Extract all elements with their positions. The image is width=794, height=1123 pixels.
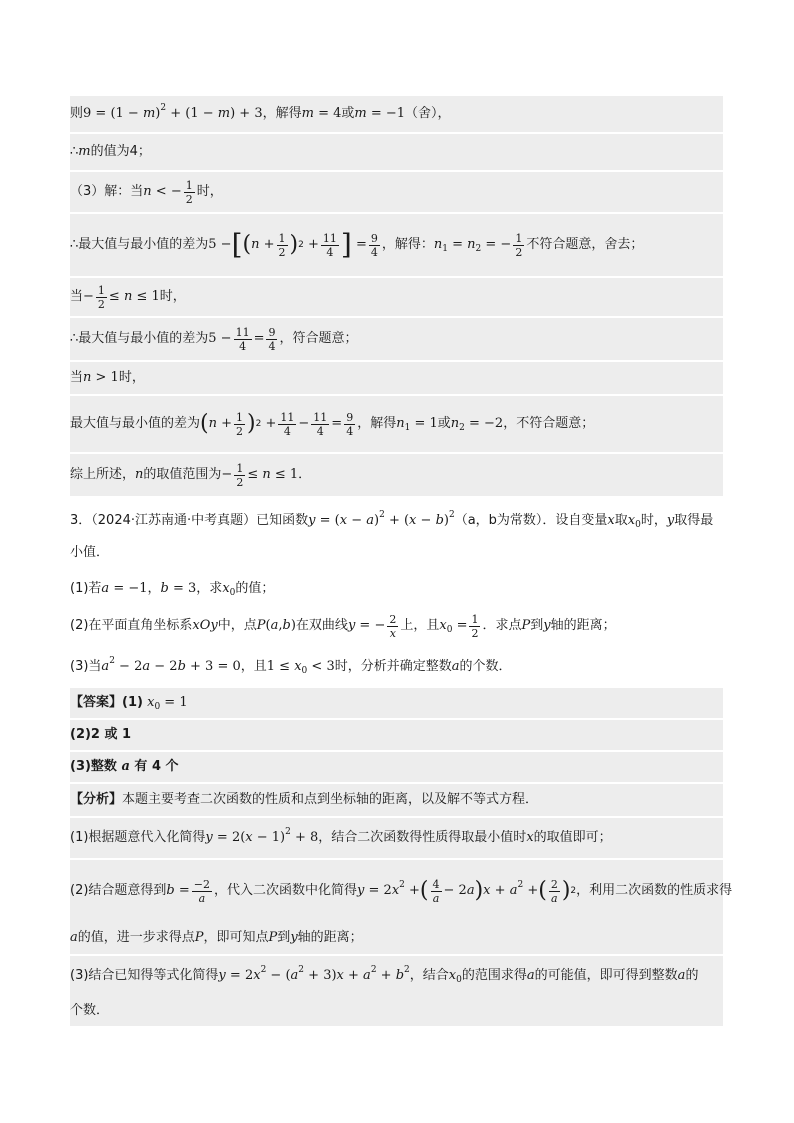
text: 中，点 bbox=[217, 618, 257, 633]
text: ，不符合题意； bbox=[503, 416, 595, 431]
text: 或 bbox=[341, 106, 355, 121]
text: 时， bbox=[640, 513, 667, 528]
text: ，解得 bbox=[357, 416, 397, 431]
text: 时，分析并确定整数 bbox=[334, 659, 452, 674]
text: 的可能值，即可得到整数 bbox=[534, 968, 678, 983]
text: 轴的距离； bbox=[550, 618, 616, 633]
text: 有 4 个 bbox=[134, 759, 179, 774]
equation: $9 = (1 - m)^2 + (1 - m) + 3$ bbox=[83, 103, 263, 121]
question-3-line-1: 3．（2024·江苏南通·中考真题）已知函数 $y = (x - a)^2 + (x - b)^2$ （a，b为常数）．设自变量 x 取 $x_0$ 时， y 取得最 bbox=[70, 510, 714, 530]
text: 小值． bbox=[70, 545, 110, 560]
text: 或 bbox=[437, 416, 451, 431]
text: ．求点 bbox=[482, 618, 522, 633]
text: 的范围求得 bbox=[461, 968, 527, 983]
text: （a，b为常数）．设自变量 bbox=[454, 513, 608, 528]
text: (3)整数 bbox=[70, 759, 117, 774]
question-3-line-2 bbox=[70, 540, 723, 566]
text: ， bbox=[147, 581, 161, 596]
text: 个数． bbox=[70, 1003, 110, 1018]
text: （舍）， bbox=[405, 106, 451, 121]
text: 的值； bbox=[235, 581, 275, 596]
solution-line-5: 当 − $\frac{1}{2}$ ≤ n ≤ 1 时， bbox=[70, 278, 723, 316]
text: （3）解：当 bbox=[70, 184, 144, 199]
text: ，解得 bbox=[262, 106, 302, 121]
text: 则 bbox=[70, 106, 84, 121]
text: 本题主要考查二次函数的性质和点到坐标轴的距离，以及解不等式方程． bbox=[122, 792, 539, 807]
text: (2)在平面直角坐标系 bbox=[70, 618, 193, 633]
text: 的取值即可； bbox=[533, 830, 612, 845]
text: 最大值与最小值的差为 bbox=[70, 416, 201, 431]
text: 取得最 bbox=[674, 513, 714, 528]
text: 的 bbox=[685, 968, 699, 983]
text: (1) bbox=[122, 695, 143, 710]
text: ，符合题意； bbox=[279, 331, 358, 346]
solution-line-2 bbox=[70, 134, 723, 170]
analysis-line-4: a 的值，进一步求得点 P ，即可知点 P 到 y 轴的距离； bbox=[70, 922, 723, 954]
text: 取 bbox=[614, 513, 628, 528]
text: ，利用二次函数的性质求得 bbox=[576, 883, 733, 898]
fraction: $\frac{1}{2}$ bbox=[185, 178, 193, 206]
text: 时， bbox=[118, 370, 145, 385]
text: 到 bbox=[530, 618, 544, 633]
text: ∴最大值与最小值的差为 bbox=[70, 237, 209, 252]
text: 时， bbox=[159, 289, 186, 304]
solution-line-3 bbox=[70, 172, 723, 212]
analysis-line-2: (1)根据题意代入化简得 $y = 2(x - 1)^2 + 8$ ，结合二次函数得性质得取最小值时 x 的取值即可； bbox=[70, 818, 723, 858]
answer-line-2 bbox=[70, 720, 723, 750]
answer-line-1: 【答案】 (1) $x_0 = 1$ bbox=[70, 688, 723, 718]
solution-line-1 bbox=[70, 96, 723, 132]
text: ，求 bbox=[196, 581, 223, 596]
equation: 5 − bbox=[208, 237, 232, 252]
text: (1)若 bbox=[70, 581, 102, 596]
answer-label: 【答案】 bbox=[70, 695, 123, 710]
text: 时， bbox=[196, 184, 223, 199]
text: (2)结合题意得到 bbox=[70, 883, 167, 898]
text: ，结合 bbox=[409, 968, 449, 983]
text: 的值，进一步求得点 bbox=[77, 930, 195, 945]
solution-line-7: 当 n > 1 时， bbox=[70, 362, 723, 394]
answer-line-3: (3)整数 a 有 4 个 bbox=[70, 752, 723, 782]
text: 到 bbox=[277, 930, 291, 945]
text: 的取值范围为 bbox=[143, 467, 222, 482]
analysis-line-6 bbox=[70, 996, 723, 1026]
question-3-part-2: (2)在平面直角坐标系 xOy 中，点 P(a,b) 在双曲线 y = − $\frac{2}{x}$ 上，且 $x_0$ = $\frac{1}{2}$ ．求点 P 到 y 轴的距离； bbox=[70, 612, 616, 640]
question-heading: 3．（2024·江苏南通·中考真题）已知函数 bbox=[70, 513, 309, 528]
text: ∴最大值与最小值的差为 bbox=[70, 331, 209, 346]
text: 当 bbox=[70, 370, 84, 385]
variable: m bbox=[78, 144, 91, 159]
text: 综上所述， bbox=[70, 467, 136, 482]
text: 在双曲线 bbox=[295, 618, 348, 633]
text: (1)根据题意代入化简得 bbox=[70, 830, 206, 845]
text: 轴的距离； bbox=[297, 930, 363, 945]
text: 不符合题意，舍去； bbox=[526, 237, 644, 252]
text: ，解得： bbox=[381, 237, 434, 252]
analysis-line-1 bbox=[70, 784, 723, 816]
analysis-line-5: (3)结合已知得等式化简得 $y = 2x^2 - (a^2 + 3)x + a^2 + b^2$ ，结合 $x_0$ 的范围求得 a 的可能值，即可得到整数 a 的 bbox=[70, 956, 723, 996]
question-3-part-3: (3)当 $a^2 - 2a - 2b + 3 = 0$ ，且 $1 \le x_0 < 3$ 时，分析并确定整数 a 的个数． bbox=[70, 656, 512, 676]
analysis-label: 【分析】 bbox=[70, 792, 123, 807]
text: 的个数． bbox=[459, 659, 512, 674]
analysis-line-3: (2)结合题意得到 b = $\frac{-2}{a}$ ，代入二次函数中化简得 $y = 2x^2$ + ( $\frac{4}{a}$ − 2a ) $x + a^2$ + ( $\frac{2}{a}$ ) 2 ，利用二次函数的性质求得 bbox=[70, 860, 723, 922]
solution-line-8: 最大值与最小值的差为 ( n + $\frac{1}{2}$ ) 2 + $\frac{11}{4}$ − $\frac{11}{4}$ = $\frac{9}{4}$ ，解得 $n_1 = 1$ 或 $n_2 = -2$ ，不符合题意； bbox=[70, 396, 723, 452]
equation: m = 4 bbox=[301, 106, 342, 121]
text: (3)当 bbox=[70, 659, 102, 674]
text: (3)结合已知得等式化简得 bbox=[70, 968, 219, 983]
text: ，结合二次函数得性质得取最小值时 bbox=[318, 830, 527, 845]
text: ，即可知点 bbox=[203, 930, 269, 945]
text: 当 bbox=[70, 289, 84, 304]
text: ，代入二次函数中化简得 bbox=[214, 883, 358, 898]
text: ，且 bbox=[240, 659, 267, 674]
question-3-part-1: (1)若 a = −1 ， b = 3 ，求 $x_0$ 的值； bbox=[70, 581, 275, 598]
text: ． bbox=[298, 467, 312, 482]
text: ∴ bbox=[70, 144, 79, 159]
solution-line-6: ∴最大值与最小值的差为 5 − $\frac{11}{4}$ = $\frac{9}{4}$ ，符合题意； bbox=[70, 318, 723, 360]
text: 的值为4； bbox=[90, 144, 151, 159]
equation: m = −1 bbox=[354, 106, 406, 121]
solution-line-4: ∴最大值与最小值的差为 5 − [ ( n + $\frac{1}{2}$ ) 2 + $\frac{11}{4}$ ] = $\frac{9}{4}$ ，解得： $n_1 = n_2$ = − $\frac{1}{2}$ 不符合题意，舍去； bbox=[70, 214, 723, 276]
text: (2)2 或 1 bbox=[70, 727, 132, 742]
solution-line-9: 综上所述， n 的取值范围为 − $\frac{1}{2}$ ≤ n ≤ 1 ． bbox=[70, 454, 723, 496]
text: 上，且 bbox=[400, 618, 440, 633]
inequality: n < − bbox=[143, 184, 182, 199]
